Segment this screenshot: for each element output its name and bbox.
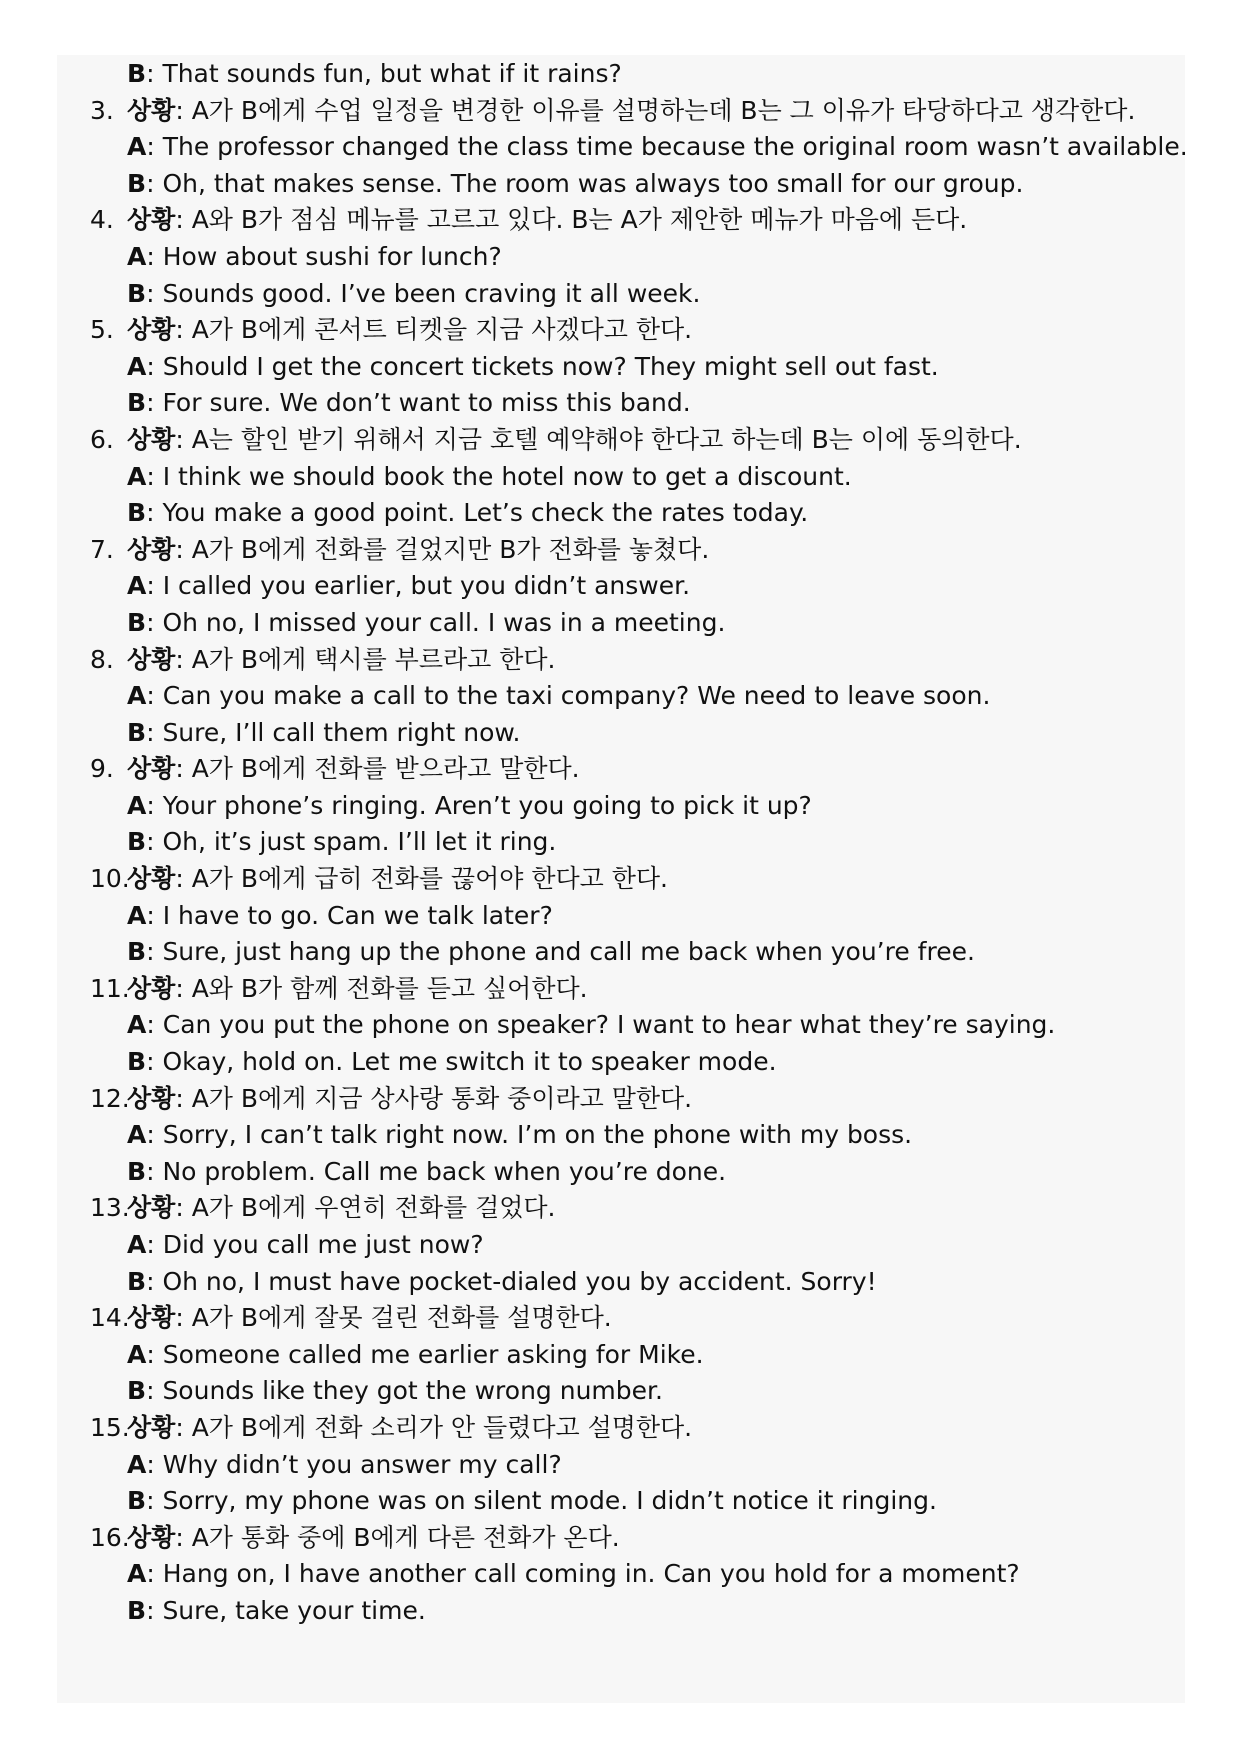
situation-text: A가 B에게 택시를 부르라고 한다. [191,644,556,674]
speaker-b: B [127,1595,147,1625]
situation-label: 상황 [127,205,176,235]
dialog-a-line: A: The professor changed the class time because the original room wasn’t available. [127,132,1188,162]
dialog-a-text: Someone called me earlier asking for Mike. [162,1339,704,1369]
item-number: 7. [90,534,114,564]
speaker-b: B [127,607,147,637]
dialog-a-text: Hang on, I have another call coming in. Can you hold for a moment? [162,1559,1020,1589]
situation-line: 14. 상황: A가 B에게 잘못 걸린 전화를 설명한다. [90,1300,1190,1337]
situation-label: 상황 [127,1083,176,1113]
dialog-b-line: B: Sounds like they got the wrong number. [127,1376,663,1406]
dialog-b-text: No problem. Call me back when you’re done. [162,1156,727,1186]
dialog-a-text: Can you put the phone on speaker? I want to hear what they’re saying. [162,1010,1056,1040]
dialog-a-text: Should I get the concert tickets now? They might sell out fast. [162,351,939,381]
dialog-b-text: For sure. We don’t want to miss this band. [162,388,691,418]
speaker-b: B [127,388,147,418]
dialog-b-text: Oh, that makes sense. The room was always too small for our group. [162,168,1024,198]
dialog-b-line: B: Okay, hold on. Let me switch it to speaker mode. [127,1047,777,1077]
speaker-a: A [127,132,147,162]
situation-label: 상황 [127,315,176,345]
speaker-a: A [127,790,147,820]
situation-text: A가 B에게 잘못 걸린 전화를 설명한다. [191,1303,612,1333]
situation-text: A와 B가 점심 메뉴를 고르고 있다. B는 A가 제안한 메뉴가 마음에 든다. [191,205,968,235]
speaker-b: B [127,937,147,967]
situation-text: A가 B에게 전화를 받으라고 말한다. [191,754,580,784]
dialog-a-line: A: Should I get the concert tickets now? They might sell out fast. [127,351,939,381]
dialog-b-text: Sounds like they got the wrong number. [162,1376,663,1406]
dialog-b-text: Sure, I’ll call them right now. [162,717,521,747]
speaker-b: B [127,1266,147,1296]
dialog-b-line: B: Sounds good. I’ve been craving it all week. [127,278,701,308]
dialog-a-line: A: Can you put the phone on speaker? I want to hear what they’re saying. [127,1010,1056,1040]
speaker-a: A [127,1010,147,1040]
dialog-b-line: B: Sure, just hang up the phone and call me back when you’re free. [127,937,975,967]
speaker-b: B [127,717,147,747]
item-number: 3. [90,95,114,125]
speaker-b: B [127,1156,147,1186]
dialog-b-text: Sounds good. I’ve been craving it all week. [162,278,701,308]
situation-text: A와 B가 함께 전화를 듣고 싶어한다. [191,973,588,1003]
dialog-b-text: Sure, just hang up the phone and call me back when you’re free. [162,937,975,967]
dialog-a-line: A: Hang on, I have another call coming in. Can you hold for a moment? [127,1559,1020,1589]
dialog-b-text: Okay, hold on. Let me switch it to speaker mode. [162,1047,777,1077]
situation-text: A가 B에게 콘서트 티켓을 지금 사겠다고 한다. [191,315,693,345]
situation-label: 상황 [127,424,176,454]
situation-label: 상황 [127,754,176,784]
dialog-b-line: B: For sure. We don’t want to miss this band. [127,388,691,418]
dialog-a-line: A: Why didn’t you answer my call? [127,1449,562,1479]
speaker-a: A [127,571,147,601]
situation-line: 7. 상황: A가 B에게 전화를 걸었지만 B가 전화를 놓쳤다. [90,532,1190,569]
dialog-b-text: You make a good point. Let’s check the rates today. [162,498,809,528]
dialog-b-line: B: Sure, I’ll call them right now. [127,717,521,747]
item-number: 5. [90,315,114,345]
situation-line: 3. 상황: A가 B에게 수업 일정을 변경한 이유를 설명하는데 B는 그 이유가 타당하다고 생각한다. [90,93,1190,130]
situation-line: 13. 상황: A가 B에게 우연히 전화를 걸었다. [90,1190,1190,1227]
dialog-a-text: How about sushi for lunch? [162,241,502,271]
dialog-a-line: A: I think we should book the hotel now to get a discount. [127,461,852,491]
situation-line: 9. 상황: A가 B에게 전화를 받으라고 말한다. [90,751,1190,788]
dialog-a-line: A: How about sushi for lunch? [127,241,502,271]
situation-text: A가 B에게 전화를 걸었지만 B가 전화를 놓쳤다. [191,534,710,564]
speaker-a: A [127,900,147,930]
speaker-a: A [127,1339,147,1369]
situation-line: 15. 상황: A가 B에게 전화 소리가 안 들렸다고 설명한다. [90,1410,1190,1447]
situation-line: 11. 상황: A와 B가 함께 전화를 듣고 싶어한다. [90,971,1190,1008]
situation-line: 4. 상황: A와 B가 점심 메뉴를 고르고 있다. B는 A가 제안한 메뉴가 마음에 든다. [90,202,1190,239]
situation-label: 상황 [127,644,176,674]
item-number: 14. [90,1303,130,1333]
situation-label: 상황 [127,1193,176,1223]
dialog-a-text: Your phone’s ringing. Aren’t you going to pick it up? [162,790,812,820]
dialog-a-line: A: I have to go. Can we talk later? [127,900,553,930]
dialog-b-text: Oh no, I missed your call. I was in a meeting. [162,607,726,637]
situation-line: 5. 상황: A가 B에게 콘서트 티켓을 지금 사겠다고 한다. [90,312,1190,349]
situation-line: 6. 상황: A는 할인 받기 위해서 지금 호텔 예약해야 한다고 하는데 B는 이에 동의한다. [90,422,1190,459]
speaker-a: A [127,1559,147,1589]
speaker-b: B [127,1047,147,1077]
speaker-b: B [127,1486,147,1516]
item-number: 11. [90,973,130,1003]
intro-b-line: B: That sounds fun, but what if it rains? [127,59,622,88]
item-number: 10. [90,864,130,894]
situation-text: A가 B에게 전화 소리가 안 들렸다고 설명한다. [191,1412,693,1442]
situation-line: 16. 상황: A가 통화 중에 B에게 다른 전화가 온다. [90,1520,1190,1557]
dialog-b-text: Oh no, I must have pocket-dialed you by accident. Sorry! [162,1266,877,1296]
speaker-b: B [127,498,147,528]
speaker-b: B [127,278,147,308]
dialog-a-text: I think we should book the hotel now to get a discount. [162,461,852,491]
dialog-a-line: A: Did you call me just now? [127,1230,484,1259]
situation-text: A가 B에게 급히 전화를 끊어야 한다고 한다. [191,864,668,894]
dialog-a-text: I called you earlier, but you didn’t answer. [162,571,691,601]
speaker-a: A [127,351,147,381]
dialog-b-text: Sorry, my phone was on silent mode. I didn’t notice it ringing. [162,1486,937,1516]
item-number: 12. [90,1083,130,1113]
dialog-b-text: Sure, take your time. [162,1595,426,1625]
speaker-b: B [127,1376,147,1406]
situation-line: 10. 상황: A가 B에게 급히 전화를 끊어야 한다고 한다. [90,861,1190,898]
situation-text: A가 B에게 우연히 전화를 걸었다. [191,1193,556,1223]
speaker-a: A [127,1120,147,1150]
dialog-a-line: A: Can you make a call to the taxi company? We need to leave soon. [127,681,991,711]
dialog-a-text: Did you call me just now? [162,1230,484,1259]
dialog-b-line: B: Oh no, I must have pocket-dialed you by accident. Sorry! [127,1266,877,1296]
dialog-b-line: B: You make a good point. Let’s check the rates today. [127,498,809,528]
speaker-b: B [127,59,147,88]
situation-label: 상황 [127,864,176,894]
dialog-a-line: A: Sorry, I can’t talk right now. I’m on the phone with my boss. [127,1120,913,1150]
dialog-a-text: The professor changed the class time because the original room wasn’t available. [162,132,1188,162]
situation-label: 상황 [127,534,176,564]
dialog-b-line: B: Sorry, my phone was on silent mode. I didn’t notice it ringing. [127,1486,937,1516]
item-number: 13. [90,1193,130,1223]
dialog-a-line: A: Someone called me earlier asking for Mike. [127,1339,704,1369]
dialog-b-line: B: Oh, it’s just spam. I’ll let it ring. [127,827,557,857]
situation-label: 상황 [127,95,176,125]
situation-label: 상황 [127,1522,176,1552]
dialog-a-text: Why didn’t you answer my call? [162,1449,562,1479]
situation-line: 12. 상황: A가 B에게 지금 상사랑 통화 중이라고 말한다. [90,1081,1190,1118]
speaker-a: A [127,461,147,491]
item-number: 16. [90,1522,130,1552]
situation-text: A가 B에게 수업 일정을 변경한 이유를 설명하는데 B는 그 이유가 타당하다고 생각한다. [191,95,1136,125]
situation-text: A가 B에게 지금 상사랑 통화 중이라고 말한다. [191,1083,693,1113]
dialog-a-line: A: Your phone’s ringing. Aren’t you going to pick it up? [127,790,812,820]
intro-b-text: That sounds fun, but what if it rains? [162,59,622,88]
speaker-b: B [127,168,147,198]
dialog-b-line: B: Sure, take your time. [127,1595,426,1625]
speaker-a: A [127,681,147,711]
speaker-b: B [127,827,147,857]
dialog-a-line: A: I called you earlier, but you didn’t answer. [127,571,691,601]
item-number: 4. [90,205,114,235]
situation-label: 상황 [127,1412,176,1442]
dialog-a-text: Can you make a call to the taxi company? We need to leave soon. [162,681,991,711]
dialog-a-text: I have to go. Can we talk later? [162,900,553,930]
situation-label: 상황 [127,1303,176,1333]
speaker-a: A [127,241,147,271]
item-number: 15. [90,1412,130,1442]
situation-label: 상황 [127,973,176,1003]
dialogue-list [90,56,1190,1630]
dialog-b-line: B: Oh, that makes sense. The room was always too small for our group. [127,168,1024,198]
dialog-a-text: Sorry, I can’t talk right now. I’m on the phone with my boss. [162,1120,913,1150]
item-number: 9. [90,754,114,784]
speaker-a: A [127,1230,147,1259]
dialog-b-text: Oh, it’s just spam. I’ll let it ring. [162,827,557,857]
dialog-b-line: B: No problem. Call me back when you’re done. [127,1156,727,1186]
item-number: 8. [90,644,114,674]
situation-line: 8. 상황: A가 B에게 택시를 부르라고 한다. [90,642,1190,679]
situation-text: A가 통화 중에 B에게 다른 전화가 온다. [191,1522,620,1552]
situation-text: A는 할인 받기 위해서 지금 호텔 예약해야 한다고 하는데 B는 이에 동의한다. [191,424,1022,454]
speaker-a: A [127,1449,147,1479]
item-number: 6. [90,424,114,454]
dialog-b-line: B: Oh no, I missed your call. I was in a meeting. [127,607,726,637]
